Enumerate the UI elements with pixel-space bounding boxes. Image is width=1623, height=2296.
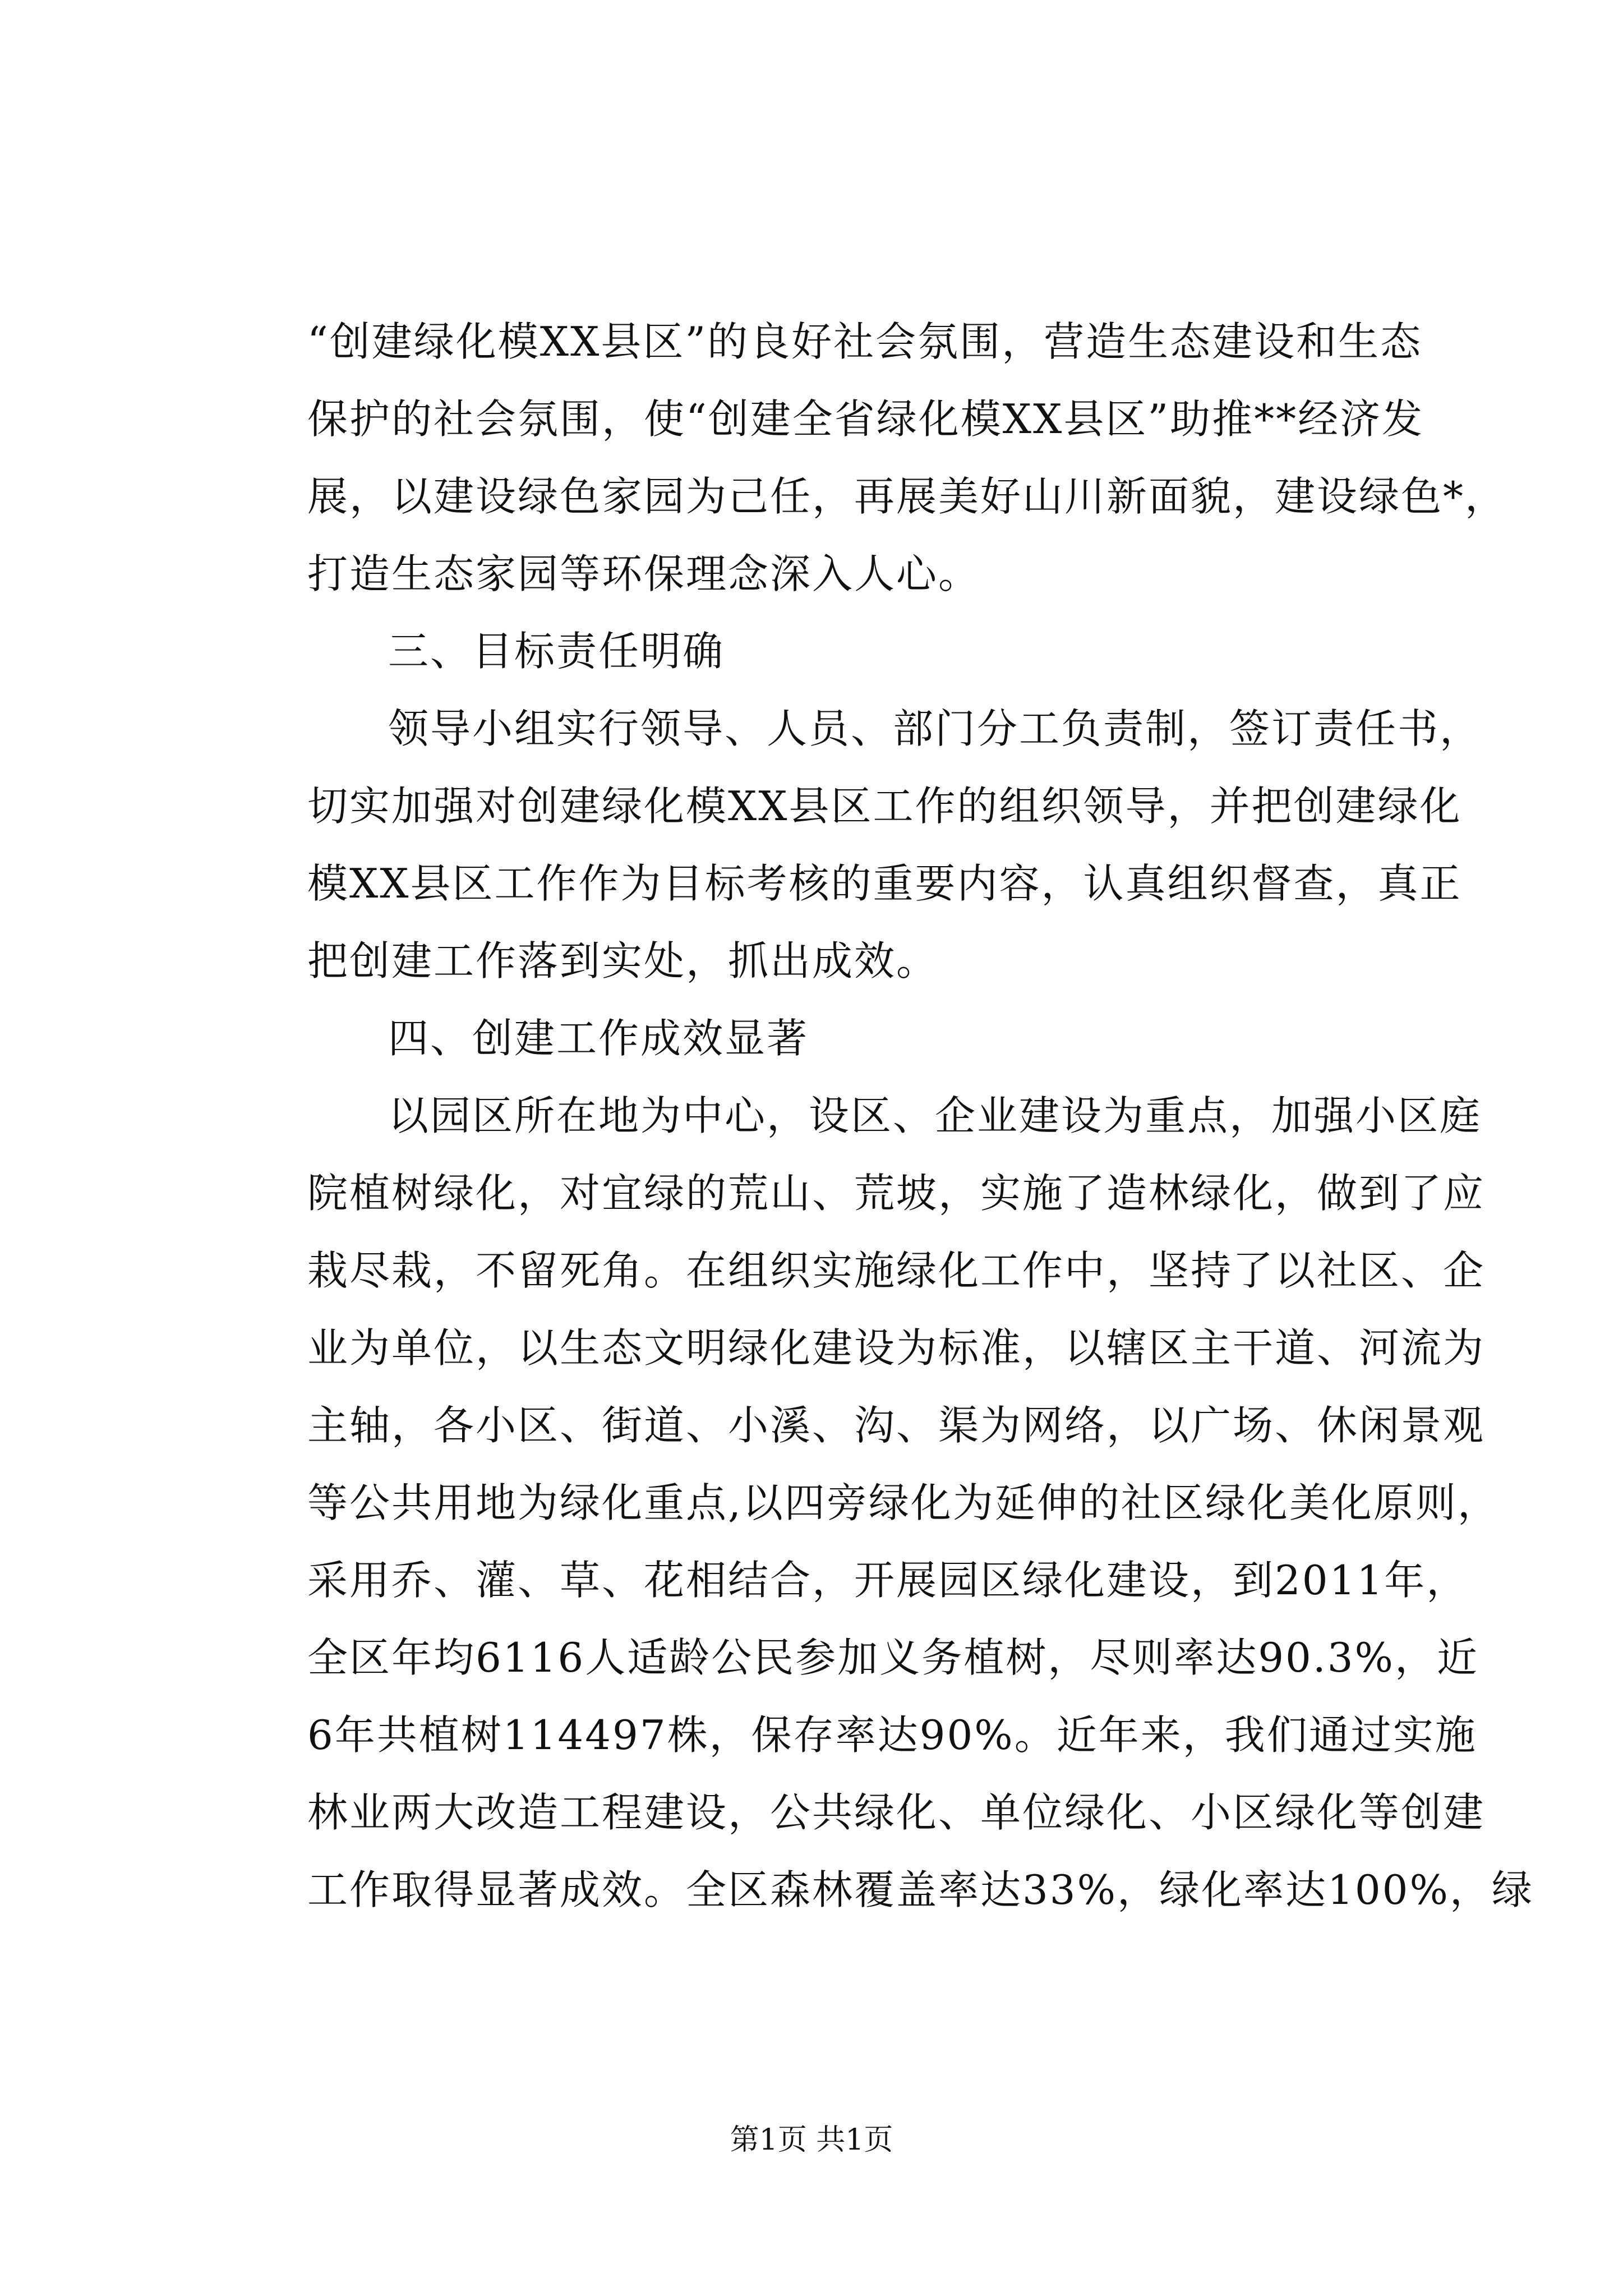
text-line: 林业两大改造工程建设，公共绿化、单位绿化、小区绿化等创建 (307, 1789, 1486, 1836)
text-line: 主轴，各小区、街道、小溪、沟、渠为网络，以广场、休闲景观 (307, 1402, 1486, 1449)
document-body (307, 303, 1534, 1929)
text-line: 工作取得显著成效。全区森林覆盖率达33%，绿化率达100%，绿 (307, 1866, 1534, 1913)
text-line: 业为单位，以生态文明绿化建设为标准，以辖区主干道、河流为 (307, 1324, 1486, 1372)
text-line: “创建绿化模XX县区”的良好社会氛围，营造生态建设和生态 (307, 318, 1423, 365)
text-line: 等公共用地为绿化重点,以四旁绿化为延伸的社区绿化美化原则， (307, 1479, 1500, 1526)
text-line: 6年共植树114497株，保存率达90%。近年来，我们通过实施 (307, 1711, 1477, 1759)
text-line: 院植树绿化，对宜绿的荒山、荒坡，实施了造林绿化，做到了应 (307, 1170, 1486, 1217)
text-line: 模XX县区工作作为目标考核的重要内容，认真组织督查，真正 (307, 860, 1462, 907)
text-line: 采用乔、灌、草、花相结合，开展园区绿化建设，到2011年， (307, 1557, 1469, 1604)
text-line: 把创建工作落到实处，抓出成效。 (307, 937, 939, 984)
text-line: 保护的社会氛围，使“创建全省绿化模XX县区”助推**经济发 (307, 395, 1424, 443)
text-line: 打造生态家园等环保理念深入人心。 (307, 550, 981, 597)
text-line: 展，以建设绿色家园为己任，再展美好山川新面貌，建设绿色*， (307, 473, 1507, 520)
section-heading: 三、目标责任明确 (388, 628, 725, 675)
section-heading: 四、创建工作成效显著 (388, 1015, 809, 1062)
text-line: 全区年均6116人适龄公民参加义务植树，尽则率达90.3%，近 (307, 1634, 1479, 1681)
page-footer: 第1页 共1页 (730, 2123, 893, 2157)
text-line: 栽尽栽，不留死角。在组织实施绿化工作中，坚持了以社区、企 (307, 1247, 1486, 1294)
text-line: 以园区所在地为中心，设区、企业建设为重点，加强小区庭 (388, 1092, 1482, 1139)
text-line: 切实加强对创建绿化模XX县区工作的组织领导，并把创建绿化 (307, 783, 1462, 830)
text-line: 领导小组实行领导、人员、部门分工负责制，签订责任书， (388, 705, 1482, 752)
